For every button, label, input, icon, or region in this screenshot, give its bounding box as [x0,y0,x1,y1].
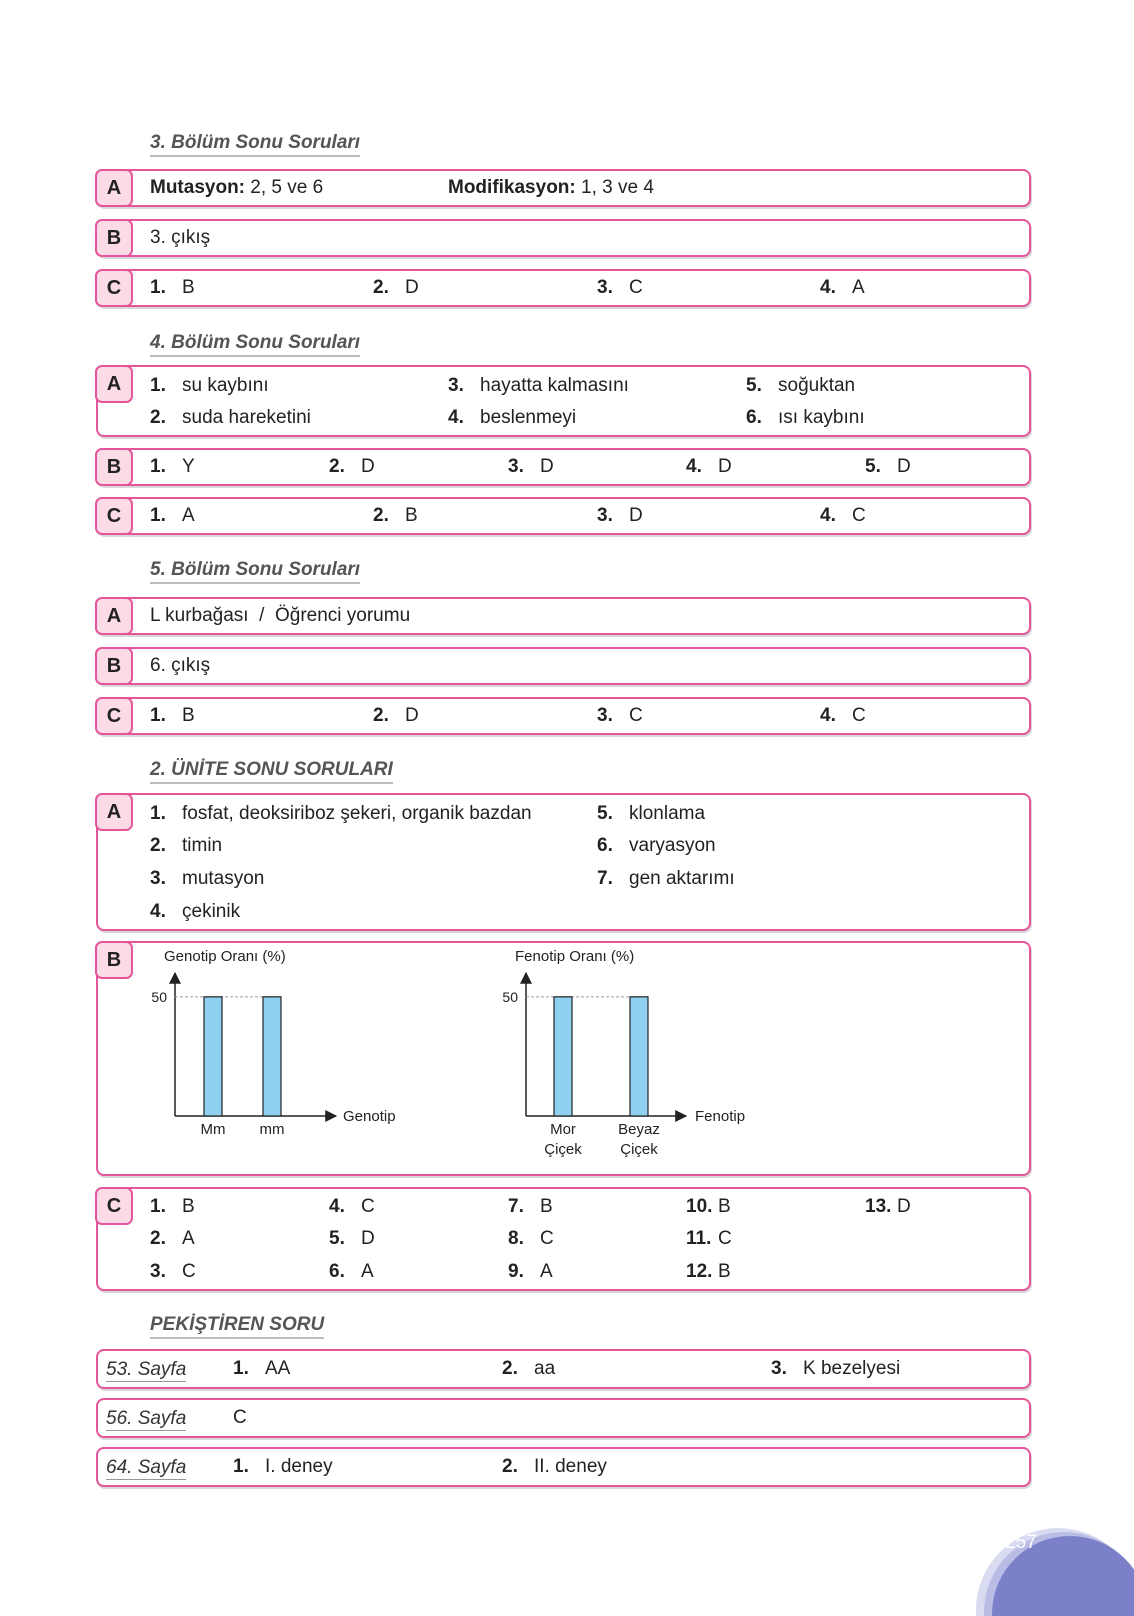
answer-box-3b [96,219,1031,257]
answer-item: 1. su kaybını [150,375,269,396]
answer-item: 4. A [820,277,865,298]
answer-item: 4. C [820,705,866,726]
answer-item: 6. ısı kaybını [746,407,865,428]
category-label: Çiçek [620,1141,658,1158]
answer-item: 1. A [150,505,195,526]
modifikasyon-value: 1, 3 ve 4 [575,177,654,198]
page-reference: 64. Sayfa [106,1457,187,1478]
answer-item: 1. Y [150,456,195,477]
answer-item: 1. B [150,1196,195,1217]
answer-item: 1. B [150,277,195,298]
answer-item: 10. B [686,1196,731,1217]
answer-text: C [233,1407,247,1428]
answer-item: 4. beslenmeyi [448,407,577,428]
label-badge: B [95,219,133,257]
x-axis-label: Genotip [343,1108,396,1125]
category-label: mm [259,1121,285,1138]
answer-item: 1. B [150,705,195,726]
answer-box-4a [96,365,1031,437]
bar [554,997,572,1116]
mutasyon-answer [150,177,323,199]
answer-item: 2. II. deney [502,1456,607,1477]
answer-box-5a [96,597,1031,635]
category-label: Çiçek [544,1141,582,1158]
answer-item: 4. çekinik [150,901,241,922]
answer-item: 5. soğuktan [746,375,856,396]
answer-item: 5. D [865,456,911,477]
answer-box-4c [96,497,1031,535]
answer-item: 1. I. deney [233,1456,333,1477]
answer-box-4b [96,448,1031,486]
chart-title: Genotip Oranı (%) [164,948,286,965]
answer-item: 3. C [597,277,643,298]
answer-item: 13. D [865,1196,911,1217]
answer-box-3a [96,169,1031,207]
answer-item: 2. A [150,1228,195,1249]
answer-item: 4. D [686,456,732,477]
mutasyon-label: Mutasyon: [150,177,245,198]
section-title-unit2: 2. ÜNİTE SONU SORULARI [150,759,393,784]
label-badge: A [95,597,133,635]
answer-item: 2. D [373,705,419,726]
answer-item: 6. varyasyon [597,835,716,856]
page-row-53 [96,1349,1031,1389]
category-label: Mm [200,1121,226,1138]
page-corner-decoration [940,1500,1134,1616]
section-title-pekistiren: PEKİŞTİREN SORU [150,1314,324,1339]
section-title-4: 4. Bölüm Sonu Soruları [150,332,360,357]
answer-item: 3. K bezelyesi [771,1358,901,1379]
answer-item: 2. D [373,277,419,298]
label-badge: C [95,1187,133,1225]
bar [263,997,281,1116]
label-badge: B [95,941,133,979]
answer-item: 1. AA [233,1358,291,1379]
answer-box-u2b [96,941,1031,1176]
answer-item: 9. A [508,1261,553,1282]
mutasyon-value: 2, 5 ve 6 [245,177,324,198]
label-badge: A [95,365,133,403]
answer-item: 1. fosfat, deoksiriboz şekeri, organik bazdan [150,803,532,824]
label-badge: A [95,793,133,831]
page-row-56 [96,1398,1031,1438]
label-badge: B [95,647,133,685]
page-row-64 [96,1447,1031,1487]
answer-item: 3. C [597,705,643,726]
answer-box-u2c [96,1187,1031,1291]
label-badge: C [95,497,133,535]
answer-item: 2. D [329,456,375,477]
answer-text: 3. çıkış [150,227,211,248]
answer-item: 8. C [508,1228,554,1249]
page-reference: 53. Sayfa [106,1359,187,1380]
answer-item: 5. klonlama [597,803,706,824]
answer-item: 3. C [150,1261,196,1282]
modifikasyon-answer [448,177,654,199]
label-badge: B [95,448,133,486]
answer-item: 12. B [686,1261,731,1282]
answer-item: 6. A [329,1261,374,1282]
x-axis-label: Fenotip [695,1108,746,1125]
answer-item: 3. D [508,456,554,477]
category-label: Mor [550,1121,576,1138]
answer-item: 3. hayatta kalmasını [448,375,629,396]
answer-item: 2. timin [150,835,223,856]
answer-item: 5. D [329,1228,375,1249]
answer-item: 2. B [373,505,418,526]
answer-text: 6. çıkış [150,655,211,676]
answer-item: 4. C [820,505,866,526]
answer-box-3c [96,269,1031,307]
answer-item: 2. aa [502,1358,556,1379]
answer-box-5b [96,647,1031,685]
page-number: 257 [1005,1532,1037,1553]
answer-item: 7. gen aktarımı [597,868,735,889]
modifikasyon-label: Modifikasyon: [448,177,576,198]
chart-title: Fenotip Oranı (%) [515,948,635,965]
page-reference: 56. Sayfa [106,1408,187,1429]
answer-box-5c [96,697,1031,735]
bar [630,997,648,1116]
bar-charts [98,943,1029,1174]
answer-item: 3. mutasyon [150,868,265,889]
answer-box-u2a [96,793,1031,931]
answer-item: 11. C [686,1228,732,1249]
y-tick-label: 50 [151,988,167,1005]
label-badge: C [95,269,133,307]
answer-item: 2. suda hareketini [150,407,311,428]
label-badge: A [95,169,133,207]
answer-item: 7. B [508,1196,553,1217]
bar [204,997,222,1116]
answer-text: L kurbağası / Öğrenci yorumu [150,605,411,626]
category-label: Beyaz [618,1121,660,1138]
genotype-chart [151,948,395,1138]
section-title-5: 5. Bölüm Sonu Soruları [150,559,360,584]
phenotype-chart [502,948,745,1158]
y-tick-label: 50 [502,988,518,1005]
section-title-3: 3. Bölüm Sonu Soruları [150,132,360,157]
answer-item: 4. C [329,1196,375,1217]
label-badge: C [95,697,133,735]
answer-item: 3. D [597,505,643,526]
